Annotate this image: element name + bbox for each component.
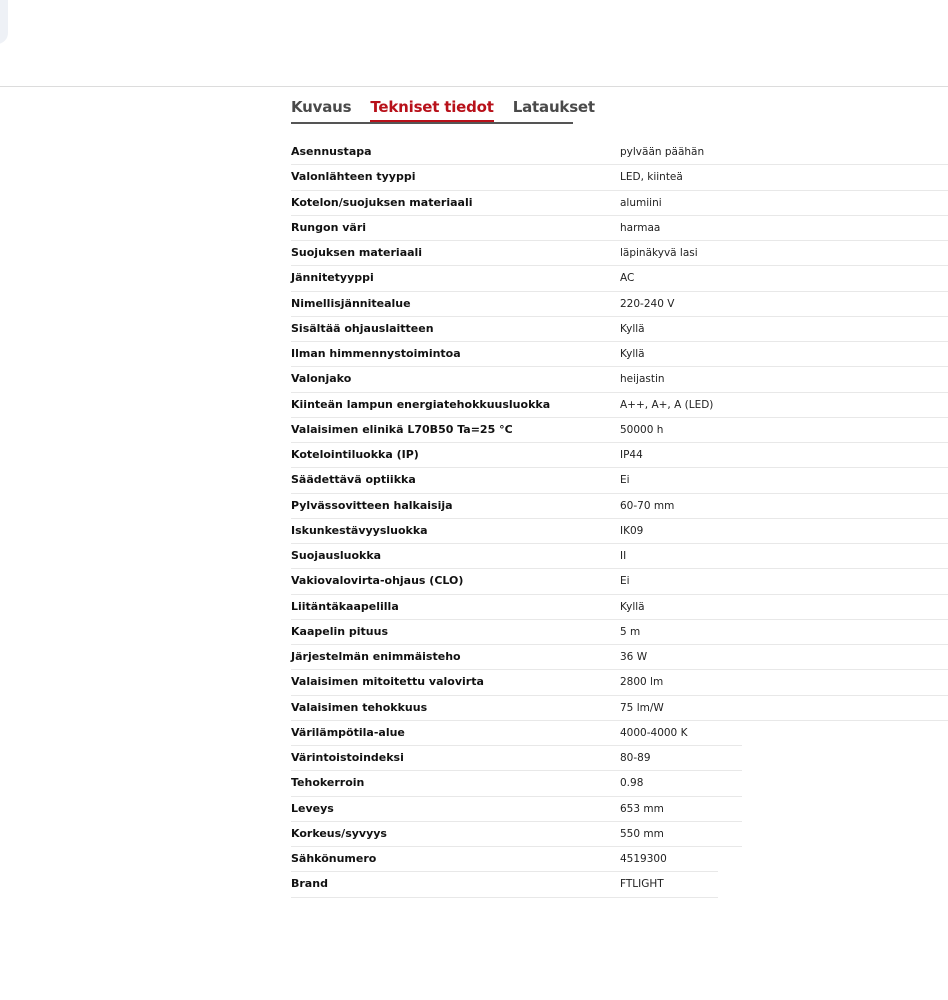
spec-value: 4000-4000 K — [620, 726, 688, 739]
spec-value: Kyllä — [620, 600, 645, 613]
spec-label: Kaapelin pituus — [291, 624, 389, 638]
spec-label: Kiinteän lampun energiatehokkuusluokka — [291, 397, 551, 411]
spec-value: 4519300 — [620, 853, 667, 865]
tab-kuvaus[interactable]: Kuvaus — [291, 98, 352, 116]
spec-row — [291, 595, 948, 620]
spec-label: Suojuksen materiaali — [291, 246, 423, 259]
header-divider — [0, 86, 948, 87]
spec-row — [291, 645, 948, 670]
spec-value: 550 mm — [620, 827, 664, 840]
spec-label: Värintoistoindeksi — [291, 751, 404, 764]
spec-value: heijastin — [620, 373, 665, 386]
spec-row — [291, 746, 718, 771]
spec-value: IP44 — [620, 449, 643, 461]
spec-value: 36 W — [620, 651, 648, 663]
spec-label: Vakiovalovirta-ohjaus (CLO) — [291, 574, 464, 588]
spec-label: Valonlähteen tyyppi — [291, 170, 416, 184]
spec-row — [291, 468, 948, 493]
spec-value: 75 lm/W — [620, 701, 664, 714]
spec-row — [291, 317, 948, 342]
spec-label: Nimellisjännitealue — [291, 296, 411, 310]
product-tabs — [291, 96, 595, 124]
spec-value: 60-70 mm — [620, 499, 675, 512]
spec-label: Tehokerroin — [291, 776, 365, 790]
spec-row — [291, 216, 948, 241]
technical-specs-table — [291, 140, 948, 898]
spec-label: Liitäntäkaapelilla — [291, 599, 399, 613]
spec-value: LED, kiinteä — [620, 171, 683, 184]
spec-row — [291, 191, 948, 216]
spec-row — [291, 393, 948, 418]
spec-row — [291, 241, 948, 266]
spec-label: Säädettävä optiikka — [291, 473, 416, 487]
spec-row — [291, 519, 948, 544]
spec-row — [291, 418, 948, 443]
spec-value: pylvään päähän — [620, 146, 705, 158]
corner-decoration — [0, 0, 8, 44]
spec-value: IK09 — [620, 524, 644, 537]
spec-value: 5 m — [620, 625, 641, 638]
spec-value: 2800 lm — [620, 676, 664, 689]
spec-label: Valaisimen mitoitettu valovirta — [291, 675, 484, 689]
spec-row — [291, 367, 948, 392]
spec-label: Iskunkestävyysluokka — [291, 523, 428, 537]
spec-label: Kotelointiluokka (IP) — [291, 448, 419, 461]
spec-row — [291, 847, 718, 872]
spec-label: Brand — [291, 877, 328, 891]
spec-row — [291, 670, 948, 695]
spec-value: Kyllä — [620, 348, 645, 360]
spec-row — [291, 620, 948, 645]
spec-label: Jännitetyyppi — [291, 271, 374, 285]
spec-label: Asennustapa — [291, 145, 372, 158]
spec-value: 220-240 V — [620, 297, 675, 310]
spec-value: alumiini — [620, 196, 662, 209]
spec-row — [291, 266, 948, 291]
spec-value: 0.98 — [620, 777, 644, 790]
spec-row — [291, 696, 948, 721]
spec-value: Ei — [620, 575, 630, 588]
spec-value: AC — [620, 272, 635, 285]
spec-row — [291, 569, 948, 594]
spec-label: Valaisimen elinikä L70B50 Ta=25 °C — [291, 422, 513, 436]
spec-value: 80-89 — [620, 752, 651, 764]
spec-value: Ei — [620, 474, 630, 487]
spec-label: Pylvässovitteen halkaisija — [291, 498, 453, 512]
spec-value: 50000 h — [620, 423, 664, 436]
spec-value: 653 mm — [620, 802, 664, 815]
spec-label: Sähkönumero — [291, 852, 377, 865]
tab-lataukset[interactable]: Lataukset — [512, 98, 595, 116]
spec-row — [291, 443, 948, 468]
tab-tekniset-tiedot[interactable]: Tekniset tiedot — [370, 98, 494, 116]
spec-row — [291, 494, 948, 519]
spec-row — [291, 721, 718, 746]
spec-label: Kotelon/suojuksen materiaali — [291, 195, 473, 209]
spec-label: Leveys — [291, 801, 334, 815]
spec-row — [291, 872, 718, 897]
spec-row — [291, 342, 948, 367]
spec-row — [291, 797, 718, 822]
spec-value: Kyllä — [620, 322, 645, 335]
spec-row — [291, 140, 948, 165]
spec-value: FTLIGHT — [620, 878, 664, 891]
spec-row — [291, 822, 718, 847]
spec-label: Ilman himmennystoimintoa — [291, 347, 461, 360]
spec-label: Värilämpötila-alue — [291, 725, 405, 739]
spec-row — [291, 544, 948, 569]
spec-row — [291, 165, 948, 190]
spec-label: Valaisimen tehokkuus — [291, 700, 428, 714]
spec-label: Rungon väri — [291, 220, 367, 234]
spec-label: Valonjako — [291, 372, 352, 386]
spec-value: harmaa — [620, 221, 661, 234]
spec-label: Sisältää ohjauslaitteen — [291, 321, 434, 335]
spec-value: läpinäkyvä lasi — [620, 247, 698, 259]
spec-row — [291, 292, 948, 317]
spec-label: Korkeus/syvyys — [291, 826, 387, 840]
spec-label: Suojausluokka — [291, 549, 382, 562]
spec-label: Järjestelmän enimmäisteho — [291, 650, 461, 663]
spec-value: II — [620, 550, 627, 562]
spec-value: A++, A+, A (LED) — [620, 398, 714, 411]
spec-row — [291, 771, 718, 796]
